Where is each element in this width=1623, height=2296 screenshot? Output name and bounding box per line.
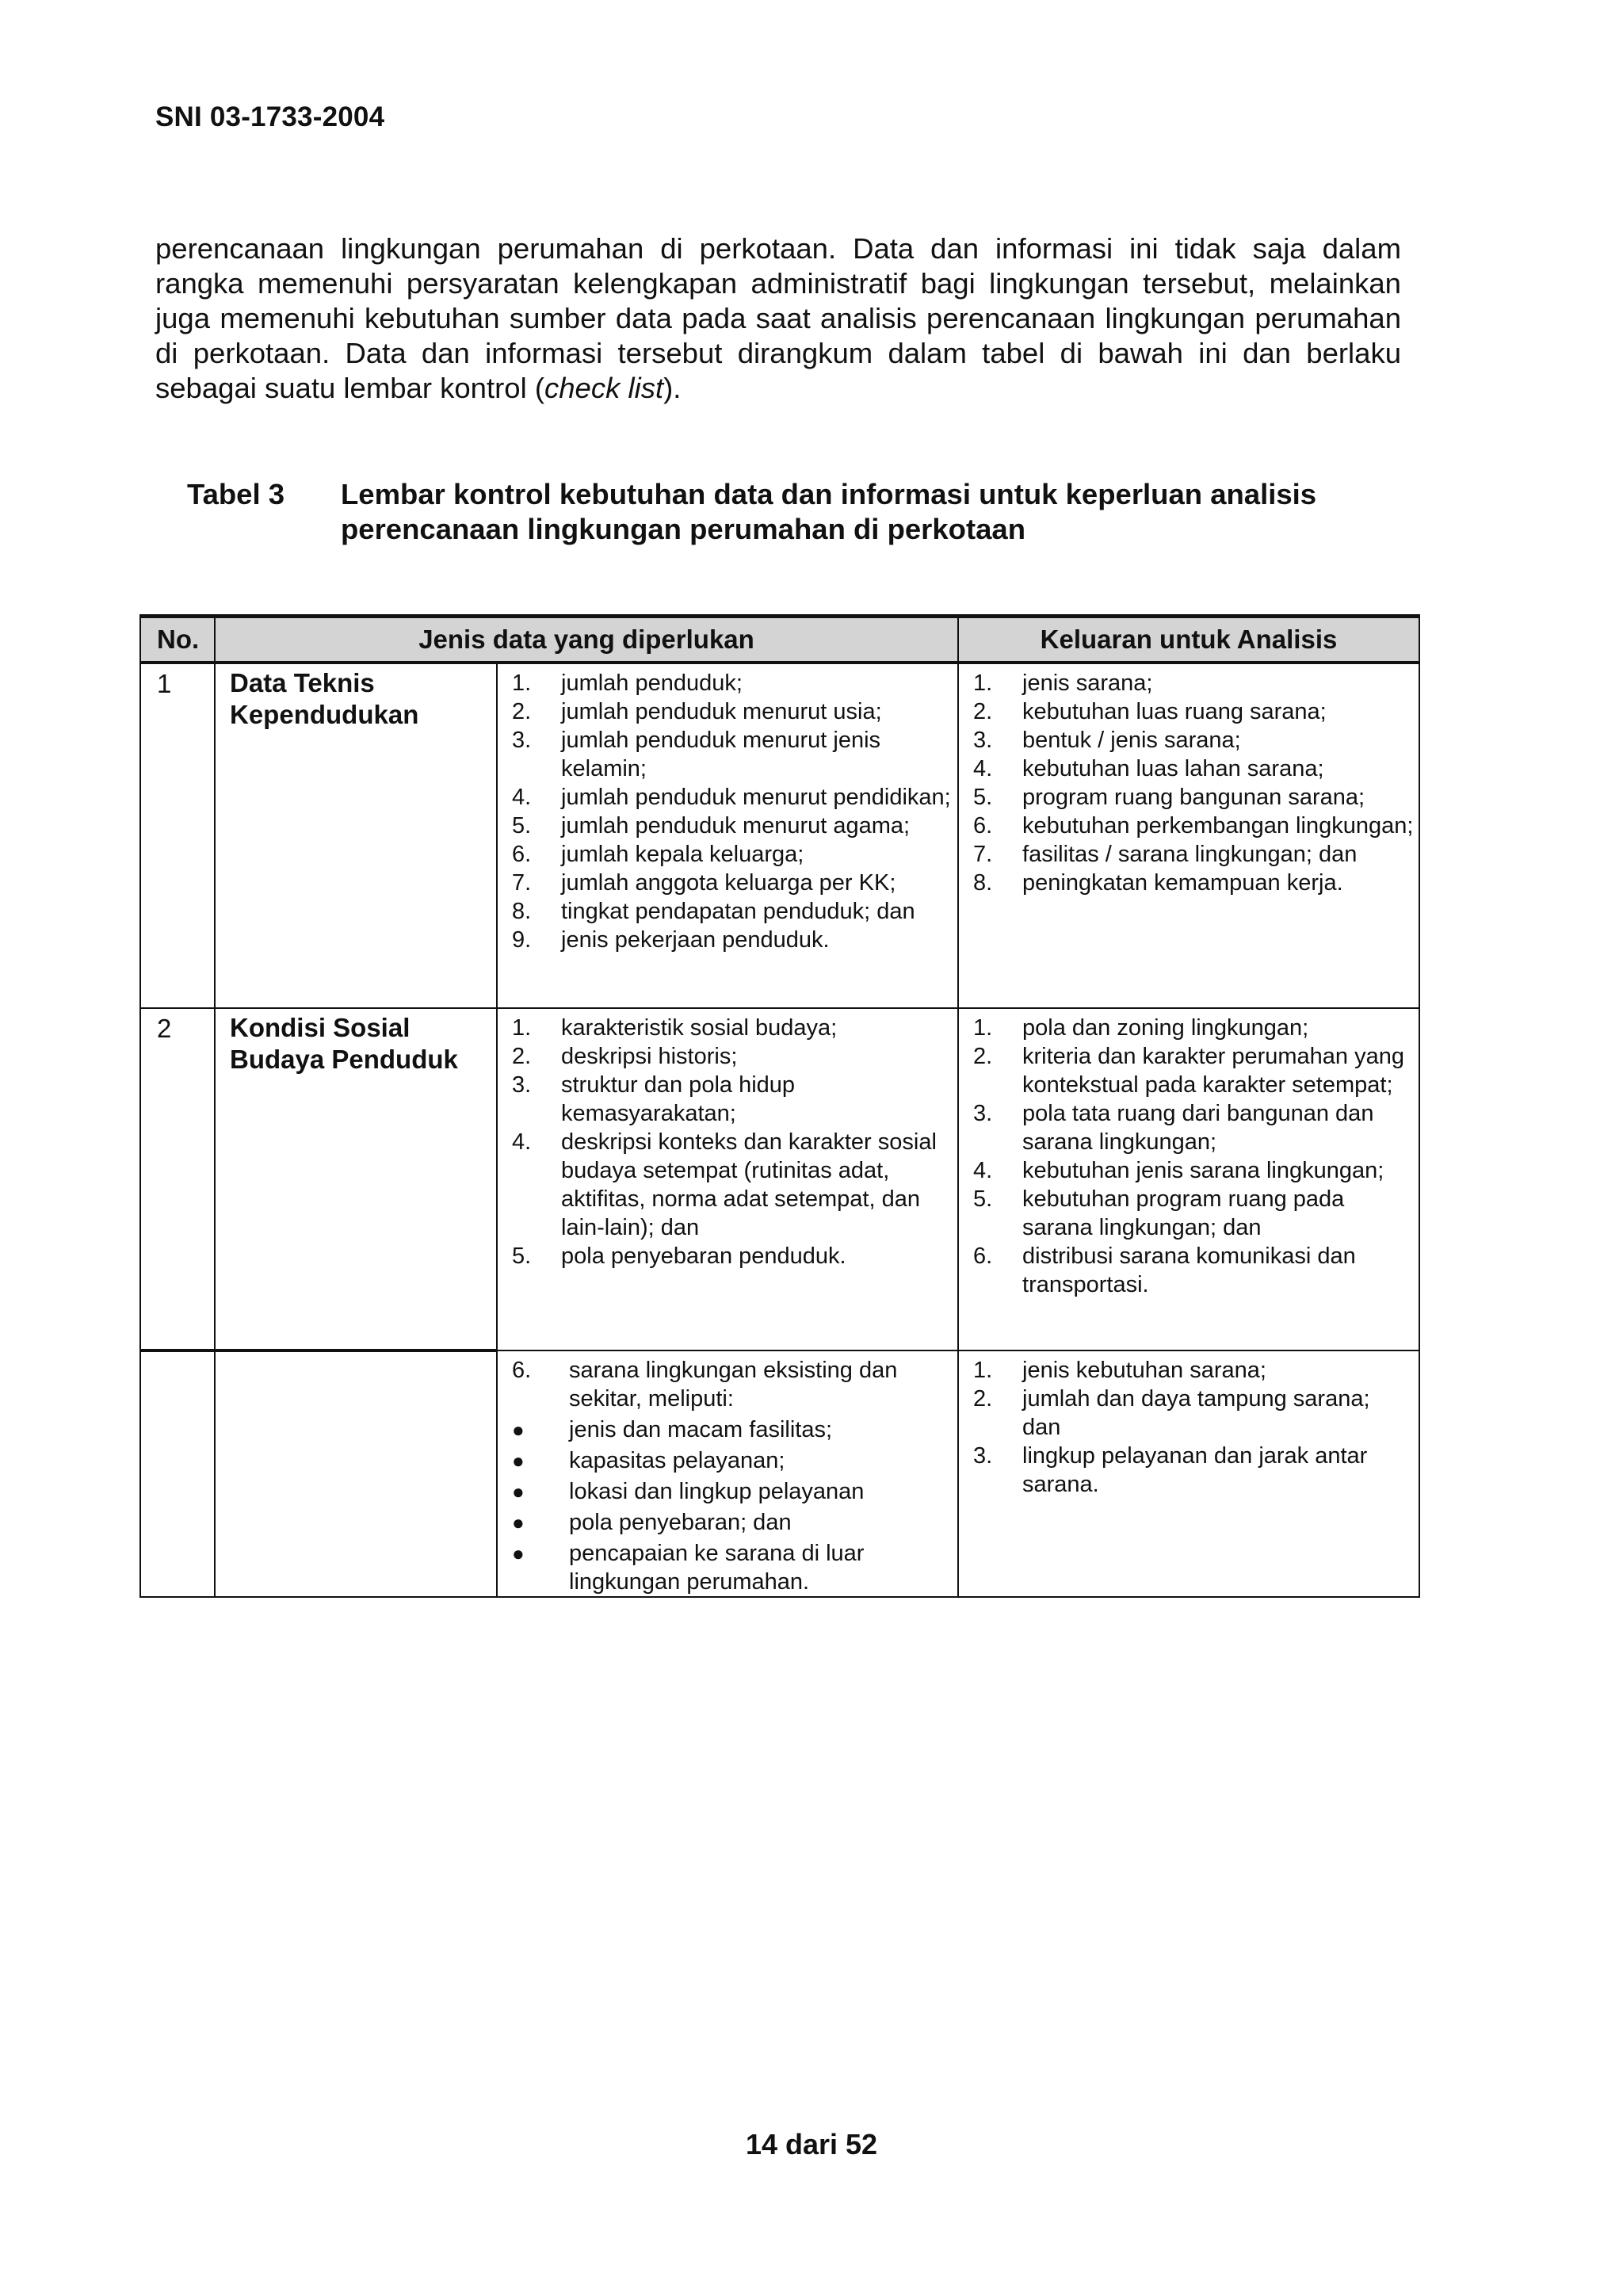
list-item: 5. jumlah penduduk menurut agama;	[512, 813, 911, 839]
bullet-item: ● lokasi dan lingkup pelayanan	[512, 1479, 865, 1504]
list-item: 2. jumlah penduduk menurut usia;	[512, 699, 882, 724]
table-header-row	[140, 617, 1419, 663]
caption-title: Lembar kontrol kebutuhan data dan informasi untuk keperluan analisis perencanaan lingkungan perumahan di perkotaan	[341, 478, 1317, 545]
list-item: 1. jumlah penduduk;	[512, 670, 743, 696]
page-number: 14 dari 52	[745, 2128, 878, 2160]
output-list	[959, 1351, 1419, 1499]
list-item: 5. pola penyebaran penduduk.	[512, 1244, 846, 1269]
list-item: 8. peningkatan kemampuan kerja.	[973, 870, 1343, 896]
output-cell	[958, 663, 1419, 1008]
header-keluaran: Keluaran untuk Analisis	[958, 617, 1419, 663]
row-number: 1	[140, 663, 215, 1008]
table-row	[140, 663, 1419, 1008]
list-item: 4. jumlah penduduk menurut pendidikan;	[512, 785, 951, 810]
bullet-icon: ●	[512, 1449, 525, 1473]
data-list	[498, 664, 957, 954]
output-list	[959, 1009, 1419, 1299]
list-item: 6. distribusi sarana komunikasi dan transportasi.	[973, 1244, 1356, 1297]
control-table	[139, 614, 1420, 1598]
list-item: 6. sarana lingkungan eksisting dan sekitar, meliputi:	[512, 1358, 898, 1412]
list-item: 9. jenis pekerjaan penduduk.	[512, 927, 830, 953]
bullet-list	[498, 1415, 957, 1596]
bullet-item: ● jenis dan macam fasilitas;	[512, 1417, 833, 1442]
list-item: 2. deskripsi historis;	[512, 1044, 738, 1069]
list-item: 5. kebutuhan program ruang pada sarana lingkungan; dan	[973, 1186, 1345, 1240]
bullet-item: ● pencapaian ke sarana di luar lingkungan perumahan.	[512, 1541, 865, 1595]
row-category: Kondisi Sosial Budaya Penduduk	[215, 1008, 497, 1350]
list-item: 4. deskripsi konteks dan karakter sosial budaya setempat (rutinitas adat, aktifitas, norma adat setempat, dan lain-lain); dan	[512, 1129, 937, 1240]
list-item: 1. karakteristik sosial budaya;	[512, 1015, 838, 1041]
row-number	[140, 1350, 215, 1597]
table-row	[140, 1350, 1419, 1597]
data-list	[498, 1009, 957, 1270]
row-category	[215, 1350, 497, 1597]
bullet-icon: ●	[512, 1418, 525, 1442]
list-item: 6. kebutuhan perkembangan lingkungan;	[973, 813, 1414, 839]
list-item: 1. jenis sarana;	[973, 670, 1153, 696]
bullet-icon: ●	[512, 1511, 525, 1534]
list-item: 7. fasilitas / sarana lingkungan; dan	[973, 842, 1358, 867]
intro-text-end: ).	[663, 372, 682, 404]
list-item: 1. pola dan zoning lingkungan;	[973, 1015, 1309, 1041]
row-number: 2	[140, 1008, 215, 1350]
output-cell	[958, 1350, 1419, 1597]
list-item: 3. pola tata ruang dari bangunan dan sarana lingkungan;	[973, 1101, 1374, 1155]
data-cell	[497, 663, 958, 1008]
bullet-item: ● kapasitas pelayanan;	[512, 1448, 785, 1473]
data-cell	[497, 1350, 958, 1597]
bullet-icon: ●	[512, 1480, 525, 1503]
intro-paragraph	[155, 231, 1401, 406]
document-code: SNI 03-1733-2004	[155, 101, 385, 132]
list-item: 1. jenis kebutuhan sarana;	[973, 1358, 1266, 1383]
output-cell	[958, 1008, 1419, 1350]
caption-label: Tabel 3	[187, 478, 285, 510]
intro-text: perencanaan lingkungan perumahan di perkotaan. Data dan informasi ini tidak saja dalam rangka memenuhi persyaratan kelengkapan administratif bagi lingkungan tersebut, melainkan juga memenuhi kebutuhan sumber data pada saat analisis perencanaan lingkungan perumahan di perkotaan. Data dan informasi tersebut dirangkum dalam tabel di bawah ini dan berlaku sebagai suatu lembar kontrol (	[155, 232, 1401, 404]
list-item: 3. bentuk / jenis sarana;	[973, 728, 1241, 753]
list-item: 6. jumlah kepala keluarga;	[512, 842, 804, 867]
header-jenis: Jenis data yang diperlukan	[215, 617, 958, 663]
list-item: 2. jumlah dan daya tampung sarana; dan	[973, 1386, 1370, 1440]
header-no: No.	[140, 617, 215, 663]
list-item: 4. kebutuhan luas lahan sarana;	[973, 756, 1324, 781]
data-cell	[497, 1008, 958, 1350]
list-item: 3. struktur dan pola hidup kemasyarakatan;	[512, 1072, 796, 1126]
list-item: 7. jumlah anggota keluarga per KK;	[512, 870, 896, 896]
list-item: 3. lingkup pelayanan dan jarak antar sarana.	[973, 1443, 1368, 1497]
row-category: Data Teknis Kependudukan	[215, 663, 497, 1008]
bullet-icon: ●	[512, 1541, 525, 1565]
list-item: 4. kebutuhan jenis sarana lingkungan;	[973, 1158, 1384, 1183]
list-item: 5. program ruang bangunan sarana;	[973, 785, 1365, 810]
output-list	[959, 664, 1419, 897]
list-item: 2. kriteria dan karakter perumahan yang kontekstual pada karakter setempat;	[973, 1044, 1404, 1098]
intro-italic: check list	[544, 372, 664, 404]
list-item: 3. jumlah penduduk menurut jenis kelamin;	[512, 728, 881, 781]
table-row	[140, 1008, 1419, 1350]
list-item: 8. tingkat pendapatan penduduk; dan	[512, 899, 915, 924]
list-item: 2. kebutuhan luas ruang sarana;	[973, 699, 1327, 724]
bullet-item: ● pola penyebaran; dan	[512, 1510, 792, 1535]
